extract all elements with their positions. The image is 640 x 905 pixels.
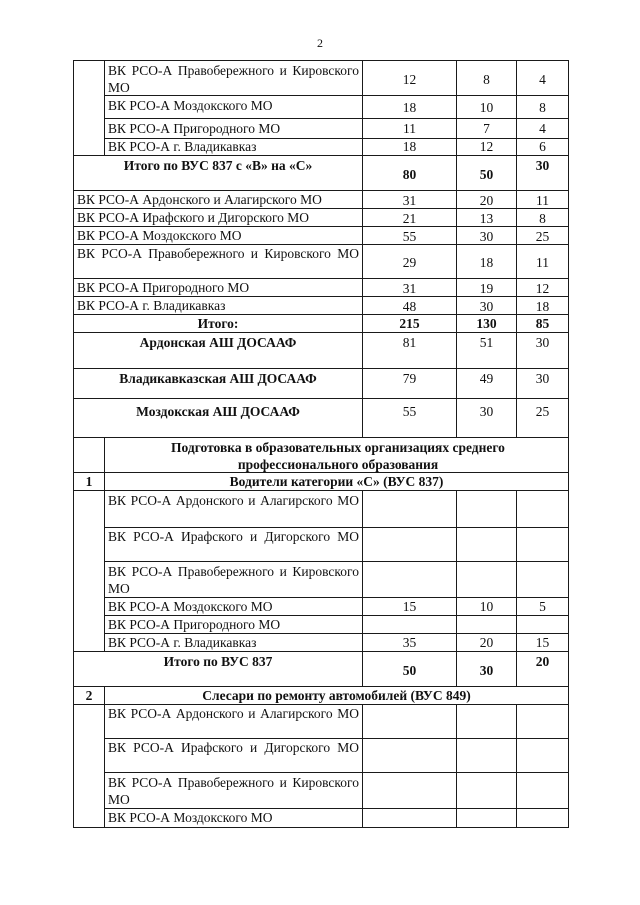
table-row-label: ВК РСО-А Правобережного и Кировского МО (108, 564, 359, 596)
table-row-label: ВК РСО-А Ардонского и Алагирского МО (108, 706, 359, 721)
table-cell: 13 (479, 211, 494, 226)
table-cell: 25 (535, 404, 550, 419)
total-cell: 20 (535, 654, 550, 669)
table-cell: 31 (402, 281, 417, 296)
table-row-label: ВК РСО-А Пригородного МО (77, 280, 250, 295)
table-cell: 30 (479, 229, 494, 244)
table-cell: 12 (402, 72, 417, 87)
table-row-label: ВК РСО-А Пригородного МО (108, 121, 281, 136)
table-row-label: ВК РСО-А Ардонского и Алагирского МО (108, 493, 359, 508)
table-cell: 18 (535, 299, 550, 314)
table-row-label: ВК РСО-А Правобережного и Кировского МО (77, 246, 359, 261)
total-cell: 50 (479, 167, 494, 182)
table-cell: 8 (483, 72, 490, 87)
table-row-label: ВК РСО-А Моздокского МО (108, 599, 273, 614)
table-cell: 8 (539, 100, 546, 115)
table-cell: 25 (535, 229, 550, 244)
table-cell: 10 (479, 599, 494, 614)
table-row-label: ВК РСО-А Правобережного и Кировского МО (108, 63, 359, 95)
total-cell: 30 (479, 663, 494, 678)
total-label: Итого: (197, 316, 239, 331)
table-cell: 11 (536, 255, 549, 270)
table-row-label: ВК РСО-А Ирафского и Дигорского МО (77, 210, 310, 225)
table-cell: 15 (535, 635, 550, 650)
table-cell: 20 (479, 635, 494, 650)
table-cell: 4 (539, 121, 546, 136)
subsection-number: 1 (85, 474, 93, 489)
table-cell: 48 (402, 299, 417, 314)
table-cell: 31 (402, 193, 417, 208)
table-cell: 8 (539, 211, 546, 226)
table-row-label: ВК РСО-А Пригородного МО (108, 617, 281, 632)
total-cell: 80 (402, 167, 417, 182)
table-row-label: ВК РСО-А Моздокского МО (108, 810, 273, 825)
table-cell: 30 (479, 299, 494, 314)
table-row-label: ВК РСО-А Моздокского МО (108, 98, 273, 113)
table-cell: 4 (539, 72, 546, 87)
subsection-title: Водители категории «С» (ВУС 837) (229, 474, 444, 489)
total-cell: 85 (535, 316, 550, 331)
table-cell: 6 (539, 139, 546, 154)
table-row-label: ВК РСО-А г. Владикавказ (108, 635, 257, 650)
section-title: Подготовка в образовательных организациях среднего профессионального образования (171, 440, 505, 472)
table-cell: 18 (402, 100, 417, 115)
table-cell: 81 (402, 335, 417, 350)
school-label: Владикавказская АШ ДОСААФ (119, 371, 317, 386)
school-label: Моздокская АШ ДОСААФ (136, 404, 300, 419)
table-cell: 18 (402, 139, 417, 154)
table-cell: 79 (402, 371, 417, 386)
table-cell: 12 (535, 281, 550, 296)
total-cell: 130 (476, 316, 497, 331)
table-row-label: ВК РСО-А г. Владикавказ (108, 139, 257, 154)
school-label: Ардонская АШ ДОСААФ (139, 335, 297, 350)
total-cell: 215 (399, 316, 420, 331)
subsection-title: Слесари по ремонту автомобилей (ВУС 849) (202, 688, 471, 703)
table-cell: 11 (403, 121, 416, 136)
subsection-number: 2 (85, 688, 93, 703)
table-row-label: ВК РСО-А Ардонского и Алагирского МО (77, 192, 322, 207)
total-label: Итого по ВУС 837 (163, 654, 273, 669)
table-cell: 30 (535, 335, 550, 350)
table-cell: 55 (402, 404, 417, 419)
page-number: 2 (317, 36, 323, 50)
table-cell: 18 (479, 255, 494, 270)
table-cell: 12 (479, 139, 494, 154)
table-cell: 21 (402, 211, 417, 226)
table-cell: 29 (402, 255, 417, 270)
table-cell: 7 (483, 121, 490, 136)
table-cell: 19 (479, 281, 494, 296)
table-row-label: ВК РСО-А Правобережного и Кировского МО (108, 775, 359, 807)
table-cell: 30 (479, 404, 494, 419)
total-cell: 30 (535, 158, 550, 173)
table-row-label: ВК РСО-А Ирафского и Дигорского МО (108, 740, 359, 755)
table-cell: 55 (402, 229, 417, 244)
table-cell: 20 (479, 193, 494, 208)
table-cell: 11 (536, 193, 549, 208)
table-cell: 30 (535, 371, 550, 386)
table-cell: 5 (539, 599, 546, 614)
table-row-label: ВК РСО-А Ирафского и Дигорского МО (108, 529, 359, 544)
table-row-label: ВК РСО-А г. Владикавказ (77, 298, 226, 313)
table-cell: 10 (479, 100, 494, 115)
table-cell: 15 (402, 599, 417, 614)
total-cell: 50 (402, 663, 417, 678)
total-label: Итого по ВУС 837 с «В» на «С» (123, 158, 313, 173)
table-cell: 49 (479, 371, 494, 386)
table-row-label: ВК РСО-А Моздокского МО (77, 228, 242, 243)
table-cell: 35 (402, 635, 417, 650)
table-cell: 51 (479, 335, 494, 350)
